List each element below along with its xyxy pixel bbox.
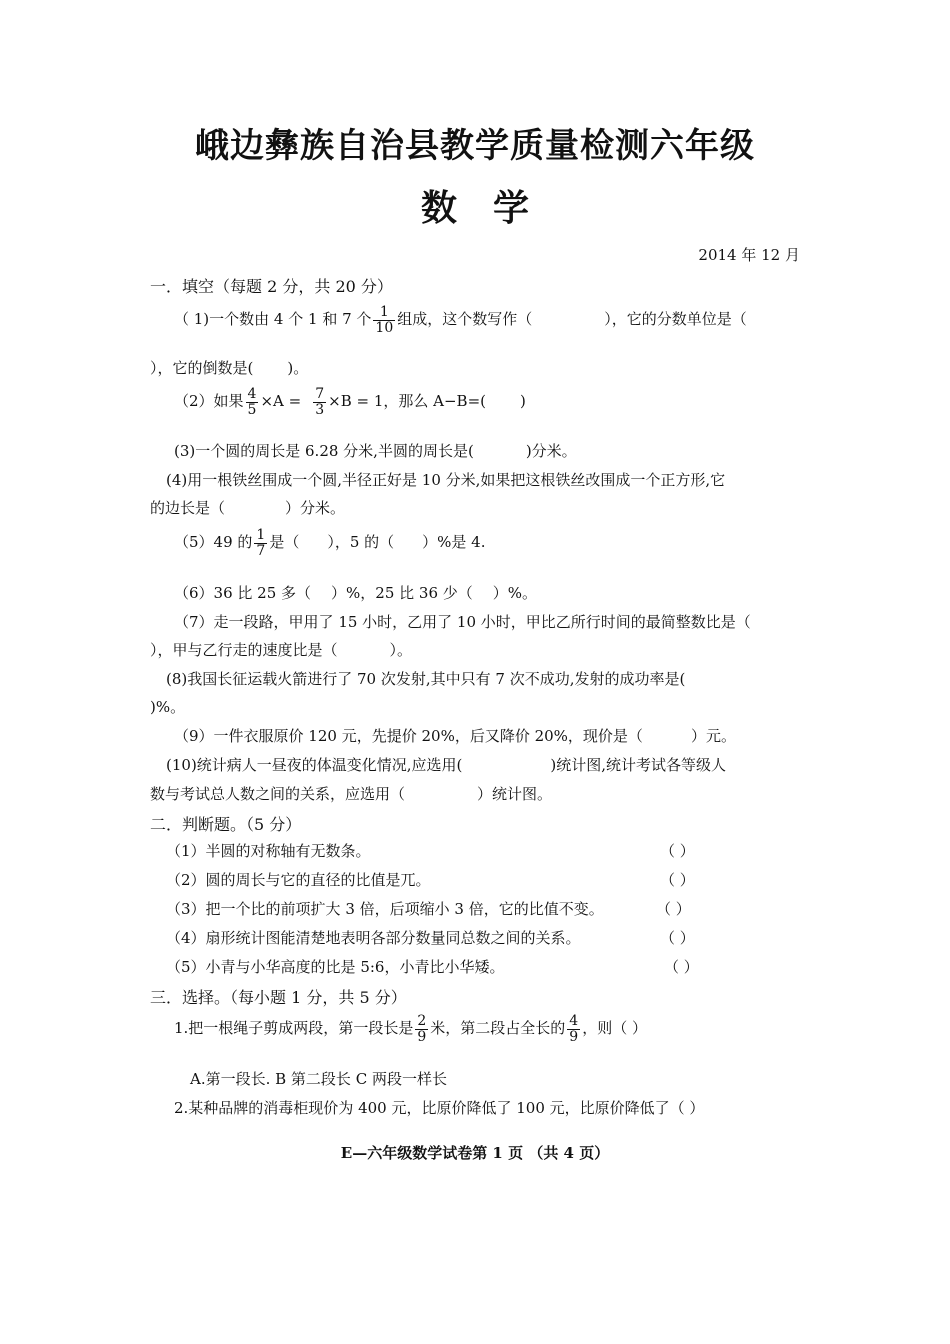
q1-post: 组成，这个数写作（ — [397, 310, 533, 329]
question-1-10-cont — [150, 783, 552, 804]
section1-heading: 一．填空（每题 2 分，共 20 分） — [150, 277, 393, 296]
q5-end: ）%是 4. — [422, 533, 486, 552]
frac-den: 3 — [315, 401, 325, 418]
judge-item-3: （3）把一个比的前项扩大 3 倍，后项缩小 3 倍，它的比值不变。 — [166, 900, 604, 918]
fraction — [246, 387, 259, 417]
judge-item-5: （5）小青与小华高度的比是 5:6，小青比小华矮。 — [166, 958, 505, 976]
q9-text: （9）一件衣服原价 120 元，先提价 20%，后又降价 20%，现价是（ — [174, 727, 643, 745]
fraction — [415, 1014, 428, 1044]
q10-line2: 数与考试总人数之间的关系，应选用（ — [150, 785, 406, 803]
question-1-8: (8)我国长征运载火箭进行了 70 次发射,其中只有 7 次不成功,发射的成功率是( — [166, 670, 686, 688]
frac-num: 1 — [373, 305, 395, 321]
question-1-3 — [174, 440, 577, 461]
section3-heading: 三．选择。（每小题 1 分，共 5 分） — [150, 988, 407, 1007]
c1-mid: 米，第二段占全长的 — [430, 1019, 566, 1038]
q3-end: )分米。 — [525, 442, 577, 460]
question-1-1 — [174, 305, 747, 335]
fraction — [373, 305, 395, 335]
q6-mid: ）%，25 比 36 少（ — [331, 584, 473, 602]
frac-num: 4 — [569, 1013, 579, 1029]
q1-line2: ），它的倒数是( — [150, 359, 254, 377]
q2-mid: ×A = — [260, 392, 302, 411]
choice-question-2: 2.某种品牌的消毒柜现价为 400 元，比原价降低了 100 元，比原价降低了（ ） — [174, 1099, 705, 1117]
question-1-8-cont: )%。 — [150, 698, 186, 716]
exam-date: 2014 年 12 月 — [698, 246, 800, 264]
q7-line2: ），甲与乙行走的速度比是（ — [150, 641, 338, 659]
q2-pre: （2）如果 — [174, 392, 244, 411]
q6-pre: （6）36 比 25 多（ — [174, 584, 312, 602]
frac-num: 2 — [417, 1013, 427, 1029]
fraction — [313, 387, 326, 417]
q5-mid: ），5 的（ — [327, 533, 395, 552]
fraction — [567, 1014, 580, 1044]
judge-mark-5[interactable]: （ ） — [664, 958, 699, 976]
q5-pre: （5）49 的 — [174, 533, 253, 552]
question-1-7-cont — [150, 639, 412, 660]
fraction — [254, 528, 267, 558]
judge-item-2: （2）圆的周长与它的直径的比值是兀。 — [166, 871, 431, 889]
q5-post: 是（ — [269, 533, 300, 552]
q9-end: ）元。 — [690, 727, 736, 745]
question-1-4: (4)用一根铁丝围成一个圆,半径正好是 10 分米,如果把这根铁丝改围成一个正方形,它 — [166, 471, 726, 489]
q4-line2-end: ）分米。 — [285, 499, 346, 517]
frac-den: 9 — [417, 1028, 427, 1045]
judge-item-1: （1）半圆的对称轴有无数条。 — [166, 842, 371, 860]
judge-mark-3[interactable]: （ ） — [656, 900, 691, 918]
frac-den: 9 — [569, 1028, 579, 1045]
q2-end: ) — [520, 392, 526, 411]
judge-mark-2[interactable]: （ ） — [660, 871, 695, 889]
section2-heading: 二．判断题。（5 分） — [150, 815, 302, 834]
question-1-7: （7）走一段路，甲用了 15 小时，乙用了 10 小时，甲比乙所行时间的最简整数比是（ — [174, 613, 751, 631]
judge-item-4: （4）扇形统计图能清楚地表明各部分数量同总数之间的关系。 — [166, 929, 581, 947]
q1-post2: ），它的分数单位是（ — [604, 310, 747, 329]
q10-line1: (10)统计病人一昼夜的体温变化情况,应选用( — [166, 756, 463, 774]
c1-pre: 1.把一根绳子剪成两段，第一段长是 — [174, 1019, 414, 1038]
judge-mark-1[interactable]: （ ） — [660, 842, 695, 860]
subject-char-1: 数 — [420, 188, 457, 229]
q10-line1-end: )统计图,统计考试各等级人 — [550, 756, 727, 774]
frac-num: 7 — [315, 386, 325, 402]
q3-text: (3)一个圆的周长是 6.28 分米,半圆的周长是( — [174, 442, 474, 460]
frac-den: 5 — [247, 401, 257, 418]
q2-post: ×B = 1，那么 A−B=( — [328, 392, 486, 411]
question-1-4-cont — [150, 497, 345, 518]
frac-den: 10 — [375, 319, 394, 336]
question-1-6 — [174, 582, 537, 603]
frac-num: 1 — [256, 527, 266, 543]
page-footer: E—六年级数学试卷第 1 页 （共 4 页） — [340, 1144, 610, 1162]
question-1-10 — [166, 754, 726, 775]
q7-line2-end: ）。 — [389, 641, 413, 659]
question-1-5 — [174, 528, 486, 558]
judge-mark-4[interactable]: （ ） — [660, 929, 695, 947]
subject-char-2: 学 — [493, 188, 530, 229]
document-title: 峨边彝族自治县教学质量检测六年级 — [195, 126, 755, 166]
q1-line2-end: )。 — [287, 359, 309, 377]
q4-line2: 的边长是（ — [150, 499, 226, 517]
choice-options-1: A.第一段长. B 第二段长 C 两段一样长 — [190, 1070, 447, 1088]
choice-question-1 — [174, 1014, 647, 1044]
c1-end: ，则（ ） — [582, 1019, 647, 1038]
frac-num: 4 — [247, 386, 257, 402]
question-1-1-cont — [150, 357, 308, 378]
q6-end: ）%。 — [492, 584, 538, 602]
question-1-2 — [174, 387, 526, 417]
question-1-9 — [174, 725, 736, 746]
frac-den: 7 — [256, 542, 266, 559]
q1-pre: （ 1)一个数由 4 个 1 和 7 个 — [174, 310, 372, 329]
subject-title — [0, 180, 950, 231]
q10-line2-end: ）统计图。 — [477, 785, 553, 803]
